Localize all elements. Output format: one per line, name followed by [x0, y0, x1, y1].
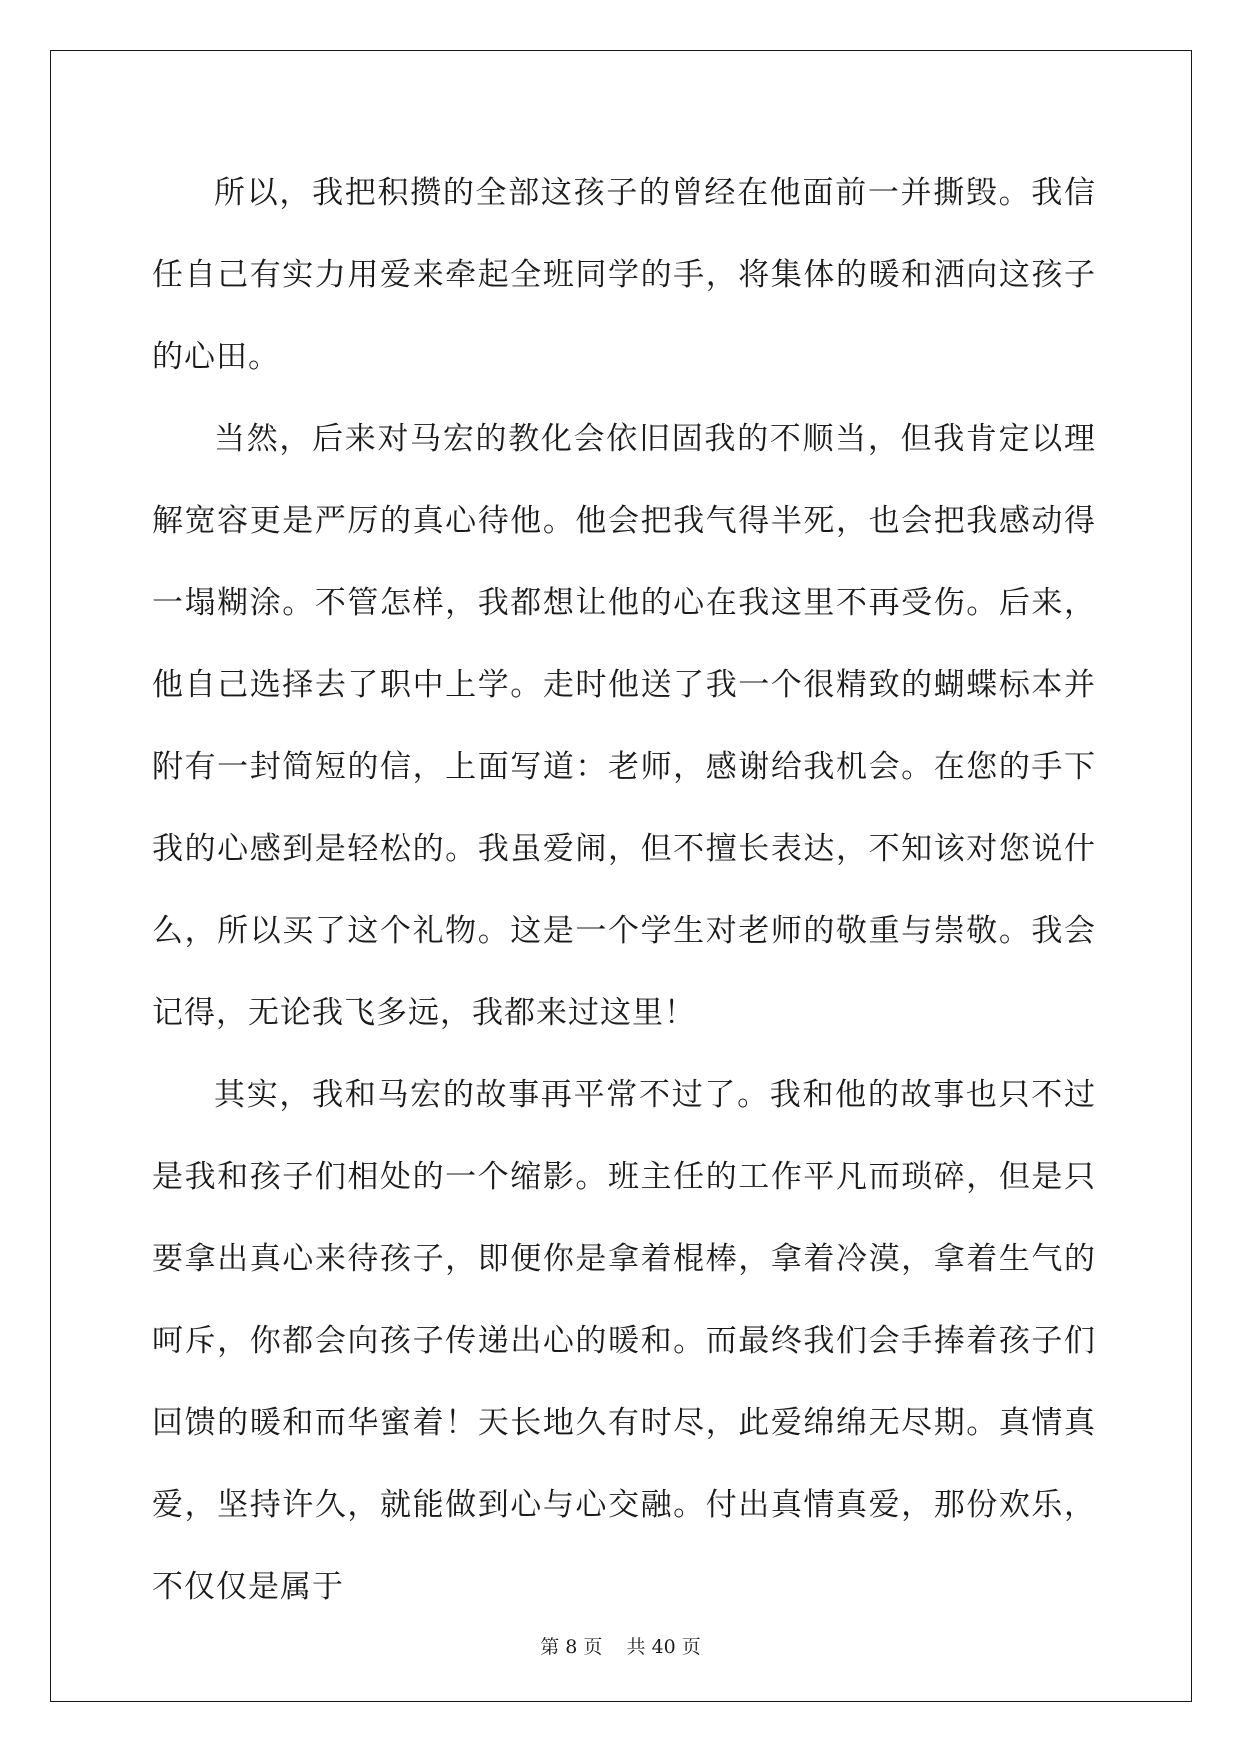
paragraph-1: 所以，我把积攒的全部这孩子的曾经在他面前一并撕毁。我信任自己有实力用爱来牵起全班同学的手，将集体的暖和洒向这孩子的心田。 [152, 175, 1096, 375]
page-number: 第 8 页 [540, 1636, 603, 1658]
document-body [152, 152, 1096, 1628]
page-total: 共 40 页 [626, 1636, 701, 1658]
paragraph-3: 其实，我和马宏的故事再平常不过了。我和他的故事也只不过是我和孩子们相处的一个缩影。班主任的工作平凡而琐碎，但是只要拿出真心来待孩子，即便你是拿着棍棒，拿着冷漠，拿着生气的呵斥，你都会向孩子传递出心的暖和。而最终我们会手捧着孩子们回馈的暖和而华蜜着！天长地久有时尽，此爱绵绵无尽期。真情真爱，坚持许久，就能做到心与心交融。付出真情真爱，那份欢乐，不仅仅是属于 [152, 1077, 1096, 1605]
paragraph-2: 当然，后来对马宏的教化会依旧固我的不顺当，但我肯定以理解宽容更是严厉的真心待他。他会把我气得半死，也会把我感动得一塌糊涂。不管怎样，我都想让他的心在我这里不再受伤。后来，他自己选择去了职中上学。走时他送了我一个很精致的蝴蝶标本并附有一封简短的信，上面写道：老师，感谢给我机会。在您的手下我的心感到是轻松的。我虽爱闹，但不擅长表达，不知该对您说什么，所以买了这个礼物。这是一个学生对老师的敬重与崇敬。我会记得，无论我飞多远，我都来过这里！ [152, 421, 1096, 1031]
page-footer [0, 1632, 1241, 1659]
